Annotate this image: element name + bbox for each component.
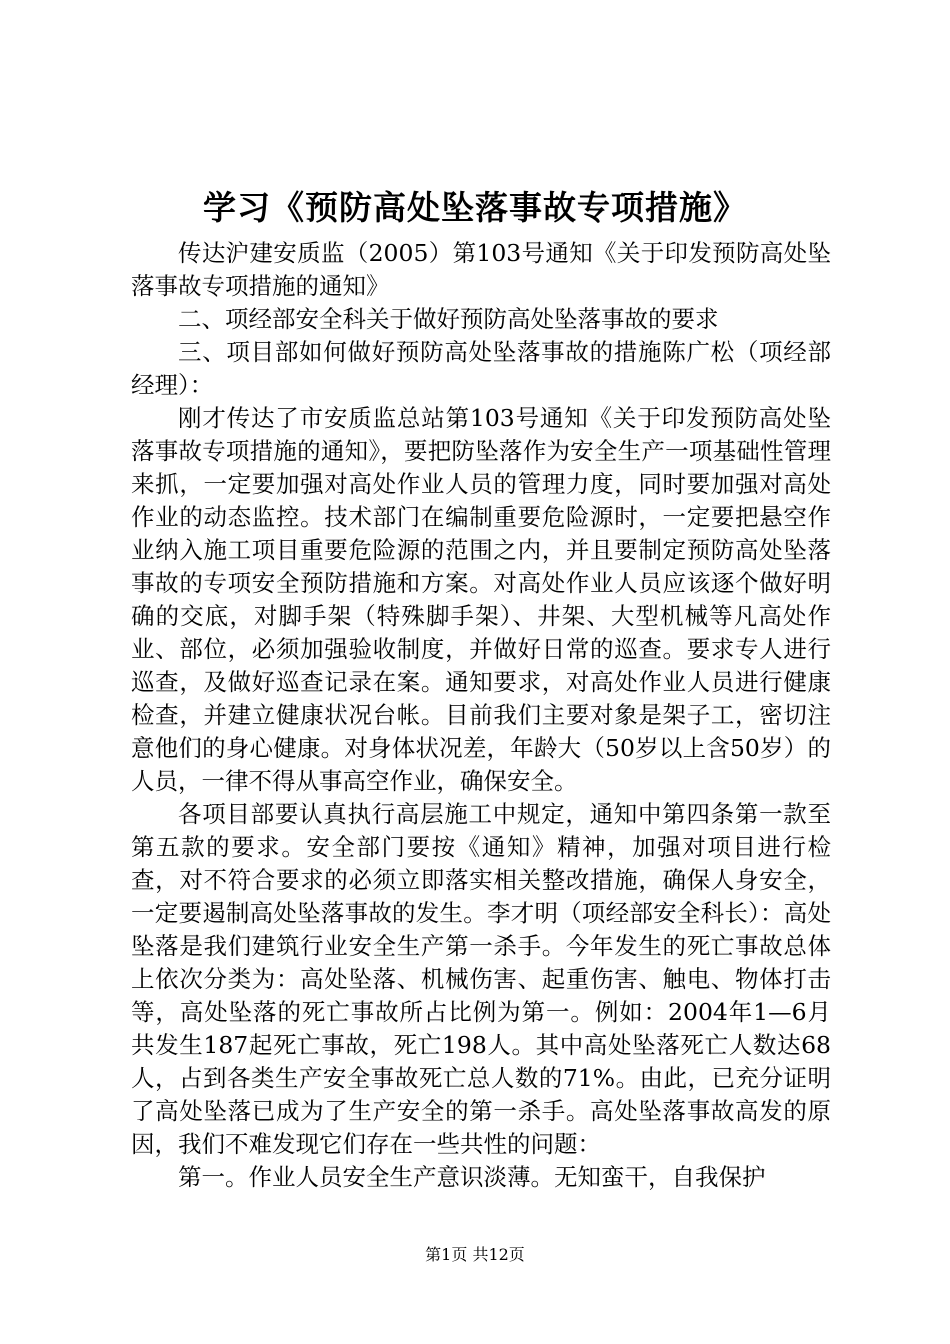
document-title: 学习《预防高处坠落事故专项措施》	[203, 188, 747, 227]
document-body	[131, 237, 831, 1194]
paragraph-manager-speech: 刚才传达了市安质监总站第103号通知《关于印发预防高处坠落事故专项措施的通知》，要把防坠落作为安全生产一项基础性管理来抓，一定要加强对高处作业人员的管理力度，同时要加强对高处作业的动态监控。技术部门在编制重要危险源时，一定要把悬空作业纳入施工项目重要危险源的范围之内，并且要制定预防高处坠落事故的专项安全预防措施和方案。对高处作业人员应该逐个做好明确的交底，对脚手架（特殊脚手架）、井架、大型机械等凡高处作业、部位，必须加强验收制度，并做好日常的巡查。要求专人进行巡查，及做好巡查记录在案。通知要求，对高处作业人员进行健康检查，并建立健康状况台帐。目前我们主要对象是架子工，密切注意他们的身心健康。对身体状况差，年龄大（50岁以上含50岁）的人员，一律不得从事高空作业，确保安全。	[131, 404, 831, 795]
paragraph-first-reason: 第一。作业人员安全生产意识淡薄。无知蛮干，自我保护	[178, 1163, 766, 1191]
paragraph-section-two: 二、项经部安全科关于做好预防高处坠落事故的要求	[178, 305, 719, 333]
paragraph-notice: 传达沪建安质监（2005）第103号通知《关于印发预防高处坠落事故专项措施的通知》	[131, 239, 831, 300]
paragraph-safety-chief-speech: 各项目部要认真执行高层施工中规定，通知中第四条第一款至第五款的要求。安全部门要按《通知》精神，加强对项目进行检查，对不符合要求的必须立即落实相关整改措施，确保人身安全，一定要遏制高处坠落事故的发生。李才明（项经部安全科长）：高处坠落是我们建筑行业安全生产第一杀手。今年发生的死亡事故总体上依次分类为：高处坠落、机械伤害、起重伤害、触电、物体打击等，高处坠落的死亡事故所占比例为第一。例如：2004年1—6月共发生187起死亡事故，死亡198人。其中高处坠落死亡人数达68人，占到各类生产安全事故死亡总人数的71%。由此，已充分证明了高处坠落已成为了生产安全的第一杀手。高处坠落事故高发的原因，我们不难发现它们存在一些共性的问题：	[131, 800, 831, 1158]
page-number: 第1页 共12页	[425, 1245, 525, 1264]
paragraph-section-three: 三、项目部如何做好预防高处坠落事故的措施陈广松（项经部经理）：	[131, 338, 831, 399]
